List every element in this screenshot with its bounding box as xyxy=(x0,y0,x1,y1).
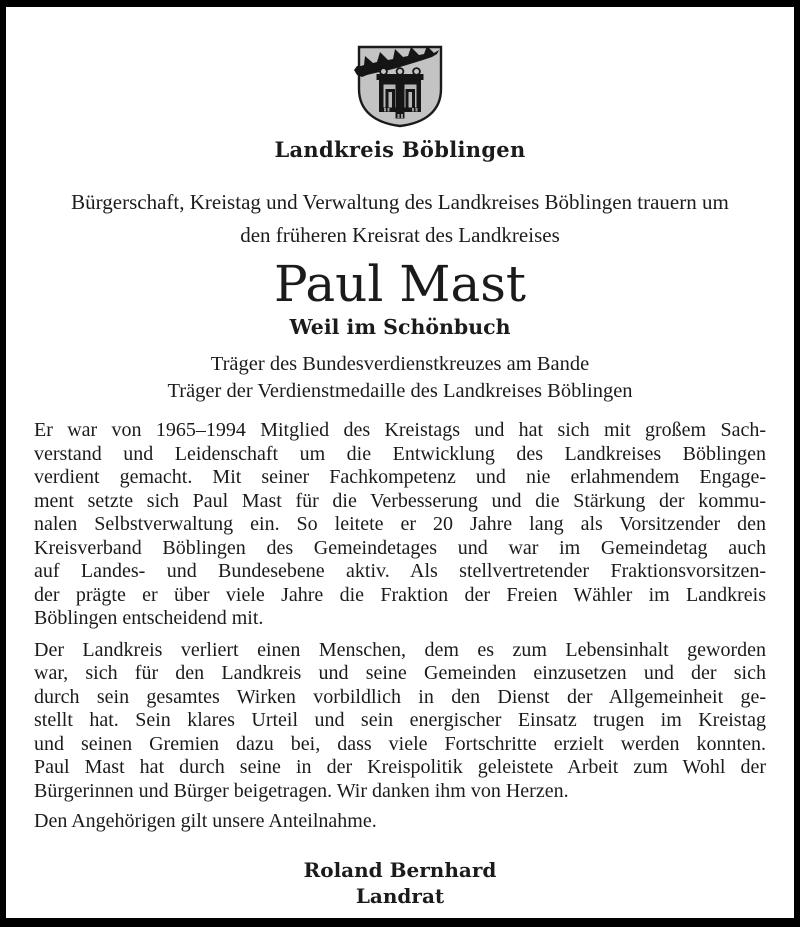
organization-name: Landkreis Böblingen xyxy=(274,137,526,162)
collar-fringe xyxy=(384,108,386,112)
collar-fringe xyxy=(412,108,414,112)
collar-bar xyxy=(377,74,424,80)
collar-fringe xyxy=(416,108,418,112)
coat-of-arms-emblem xyxy=(352,45,448,129)
text-line: und seinen Gremien dazu bei, dass viele Fortschritte erzielt werden konnten. xyxy=(34,732,766,755)
text-line: verdient gemacht. Mit seiner Fachkompetenz und nie erlahmendem Engage- xyxy=(34,466,766,488)
text-line: Der Landkreis verliert einen Menschen, dem es zum Lebensinhalt geworden xyxy=(34,638,766,661)
notice-content xyxy=(6,7,794,909)
text-line: Träger des Bundesverdienstkreuzes am Bande xyxy=(210,353,590,375)
text-line: nalen Selbstverwaltung ein. So leitete er 20 Jahre lang als Vorsitzender den xyxy=(34,513,766,535)
collar-fringe xyxy=(388,108,390,112)
text-line: Träger der Verdienstmedaille des Landkreises Böblingen xyxy=(167,380,633,402)
collar-center-pendant xyxy=(396,85,405,119)
text-line: Er war von 1965–1994 Mitglied des Kreistags und hat sich mit großem Sach- xyxy=(34,419,766,441)
text-line: den früheren Kreisrat des Landkreises xyxy=(240,223,560,247)
text-line: durch sein gesamtes Wirken vorbildlich in den Dienst der Allgemeinheit ge- xyxy=(34,685,766,708)
paragraph xyxy=(34,419,766,631)
text-line: stellt hat. Sein klares Urteil und sein energischer Einsatz trugen im Kreistag xyxy=(34,709,766,731)
text-line: auf Landes- und Bundesebene aktiv. Als stellvertretender Fraktionsvorsitzen- xyxy=(34,560,766,582)
condolence-text: Den Angehörigen gilt unsere Anteilnahme. xyxy=(34,810,377,832)
obituary-body xyxy=(34,419,766,803)
text-line: verstand und Leidenschaft um die Entwicklung des Landkreises Böblingen xyxy=(34,442,766,465)
text-line: ment setzte sich Paul Mast für die Verbesserung und die Stärkung der kommu- xyxy=(34,489,766,512)
collar-ring-left xyxy=(380,68,387,75)
text-line: Kreisverband Böblingen des Gemeindetages und war im Gemeindetag auch xyxy=(34,536,766,559)
signature-block xyxy=(34,857,766,909)
text-line: war, sich für den Landkreis und seine Gemeinden einzusetzen und der sich xyxy=(34,662,766,684)
intro-text xyxy=(34,186,766,252)
collar-fringe xyxy=(398,114,400,118)
collar-ring-middle xyxy=(397,68,404,75)
text-line: Bürgerinnen und Bürger beigetragen. Wir danken ihm von Herzen. xyxy=(34,779,569,802)
collar-ring-right xyxy=(413,68,420,75)
text-line: Paul Mast hat durch seine in der Kreispolitik geleistete Arbeit zum Wohl der xyxy=(34,756,766,778)
paragraph xyxy=(34,639,766,804)
honors-list xyxy=(34,351,766,405)
residence: Weil im Schönbuch xyxy=(289,315,511,339)
text-line: der prägte er über viele Jahre die Fraktion der Freien Wähler im Landkreis xyxy=(34,583,766,606)
signature-title: Landrat xyxy=(355,884,445,908)
text-line: Bürgerschaft, Kreistag und Verwaltung des Landkreises Böblingen trauern um xyxy=(71,190,729,214)
text-line: Böblingen entscheidend mit. xyxy=(34,607,264,629)
deceased-name: Paul Mast xyxy=(273,255,527,313)
signature-name: Roland Bernhard xyxy=(303,858,497,882)
collar-fringe xyxy=(401,114,403,118)
